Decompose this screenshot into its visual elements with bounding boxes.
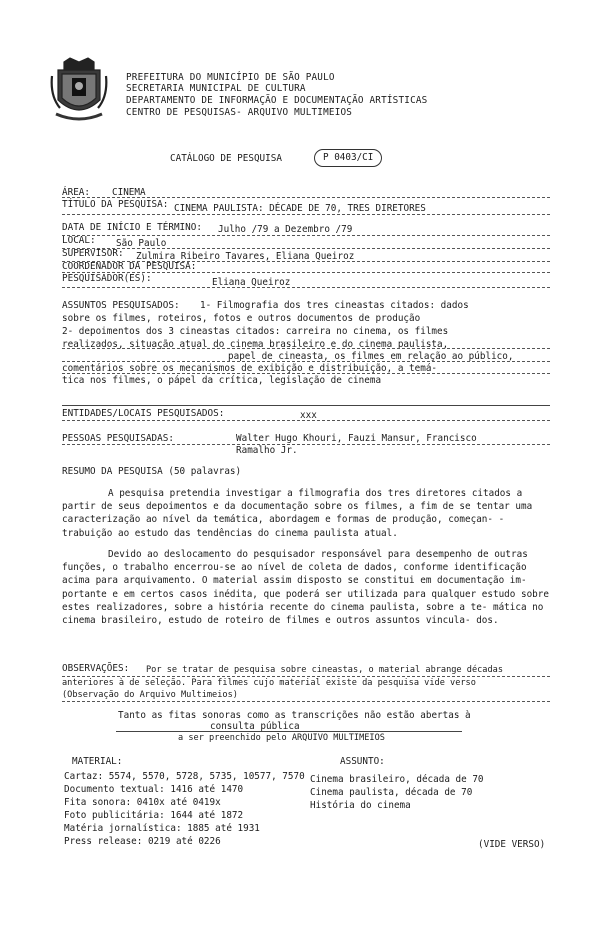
assunto-item-3: História do cinema (310, 800, 411, 811)
assuntos-line-3: 2- depoimentos dos 3 cineastas citados: carreira no cinema, os filmes (62, 326, 449, 337)
resumo-label: RESUMO DA PESQUISA (50 palavras) (62, 466, 242, 477)
material-item-documento: Documento textual: 1416 até 1470 (64, 784, 244, 795)
entidades-top-rule (62, 405, 550, 406)
data-line (62, 235, 550, 236)
data-value: Julho /79 a Dezembro /79 (218, 224, 353, 235)
supervisor-label: SUPERVISOR: (62, 248, 124, 259)
material-item-press: Press release: 0219 até 0226 (64, 836, 221, 847)
observacoes-note-2: consulta pública (210, 721, 300, 732)
material-item-cartaz: Cartaz: 5574, 5570, 5728, 5735, 10577, 7570 (64, 771, 305, 782)
header-line-3: DEPARTAMENTO DE INFORMAÇÃO E DOCUMENTAÇÃO ARTÍSTICAS (126, 95, 428, 106)
titulo-label: TÍTULO DA PESQUISA: (62, 199, 169, 210)
pessoas-label: PESSOAS PESQUISADAS: (62, 433, 174, 444)
assuntos-line-2: sobre os filmes, roteiros, fotos e outros documentos de produção (62, 313, 421, 324)
material-item-foto: Foto publicitária: 1644 até 1872 (64, 810, 244, 821)
titulo-line (62, 214, 550, 215)
arquivo-note: a ser preenchido pelo ARQUIVO MULTIMEIOS (178, 733, 385, 743)
assuntos-rule-1 (62, 348, 550, 349)
observacoes-note-1: Tanto as fitas sonoras como as transcrições não estão abertas à (118, 710, 471, 721)
supervisor-value: Zulmira Ribeiro Tavares, Eliana Queiroz (136, 251, 355, 262)
area-line (62, 197, 550, 198)
area-label: ÁREA: (62, 187, 90, 198)
pesquisador-value: Eliana Queiroz (212, 277, 291, 288)
local-line (62, 248, 550, 249)
observacoes-line-1: Por se tratar de pesquisa sobre cineastas, o material abrange décadas (146, 665, 503, 675)
municipal-crest-seal (50, 56, 108, 124)
titulo-value: CINEMA PAULISTA: DÉCADE DE 70, TRES DIRETORES (174, 203, 426, 214)
assuntos-line-7: tica nos filmes, o pápel da crítica, legislação de cinema (62, 375, 382, 386)
local-value: São Paulo (116, 238, 167, 249)
header-line-2: SECRETARIA MUNICIPAL DE CULTURA (126, 83, 306, 94)
pessoas-line-1: Walter Hugo Khouri, Fauzi Mansur, Francisco (236, 433, 477, 444)
assuntos-line-5: papel de cineasta, os filmes em relação ao público, (228, 351, 514, 362)
data-label: DATA DE INÍCIO E TÉRMINO: (62, 222, 202, 233)
catalog-code: P 0403/CI (314, 149, 382, 167)
observacoes-line-2: anteriores à de seleção. Para filmes cujo material existe da pesquisa vide verso (62, 678, 476, 688)
assunto-item-1: Cinema brasileiro, década de 70 (310, 774, 484, 785)
resumo-paragraph-2: Devido ao deslocamento do pesquisador responsável para desempenho de outras funções, o trabalho encerrou-se ao nível de coleta de dados, conforme identificação acima para arquivamento. O material assim disposto se constitui em documentação im- portante e em certos casos inédita, que poderá ser utilizada para qualquer estudo sobre estes realizadores, sobre a história recente do cinema paulista, sobre a te- mática no cinema brasileiro, estudo de roteiro de filmes e outros assuntos vincula- dos. (62, 549, 549, 626)
observacoes-label: OBSERVAÇÕES: (62, 663, 130, 674)
area-value: CINEMA (112, 187, 146, 198)
local-label: LOCAL: (62, 235, 96, 246)
pessoas-line (62, 444, 550, 445)
assuntos-label: ASSUNTOS PESQUISADOS: (62, 300, 180, 311)
material-label: MATERIAL: (72, 756, 123, 767)
observacoes-rule-1 (62, 676, 550, 677)
assuntos-line-1: 1- Filmografia dos tres cineastas citados: dados (200, 300, 469, 311)
assuntos-line-4: realizados, situação atual do cinema brasileiro e do cinema paulista, (62, 339, 449, 350)
coordenador-label: COORDENADOR DA PESQUISA: (62, 261, 197, 272)
observacoes-line-3: (Observação do Arquivo Multimeios) (62, 690, 238, 700)
pesquisador-label: PESQUISADOR(ES): (62, 273, 152, 284)
observacoes-rule-2 (62, 701, 550, 702)
pesquisador-line (62, 287, 550, 288)
observacoes-note-rule (116, 731, 462, 732)
header-line-1: PREFEITURA DO MUNICÍPIO DE SÃO PAULO (126, 72, 335, 83)
assunto-label: ASSUNTO: (340, 756, 385, 767)
resumo-paragraph-1: A pesquisa pretendia investigar a filmografia dos tres diretores citados a partir de seus depoimentos e da documentação sobre os filmes, a fim de se tentar uma caracterização ao nível da temática, abordagem e formas de produção, começan- -trabuição ao estudo das tendências do cinema paulista atual. (62, 488, 533, 539)
material-item-materia: Matéria jornalística: 1885 até 1931 (64, 823, 260, 834)
assuntos-line-6: comentários sobre os mecanismos de exibição e distribuição, a temá- (62, 363, 438, 374)
entidades-label: ENTIDADES/LOCAIS PESQUISADOS: (62, 408, 225, 419)
material-item-fita: Fita sonora: 0410x até 0419x (64, 797, 221, 808)
vide-verso-label: (VIDE VERSO) (478, 839, 546, 850)
assuntos-rule-2 (62, 361, 550, 362)
catalog-label: CATÁLOGO DE PESQUISA (170, 153, 282, 164)
assuntos-rule-3 (62, 373, 550, 374)
entidades-line (62, 420, 550, 421)
header-line-4: CENTRO DE PESQUISAS- ARQUIVO MULTIMEIOS (126, 107, 353, 118)
assunto-item-2: Cinema paulista, década de 70 (310, 787, 473, 798)
pessoas-line-2: Ramalho Jr. (236, 445, 298, 456)
entidades-value: xxx (300, 410, 317, 421)
